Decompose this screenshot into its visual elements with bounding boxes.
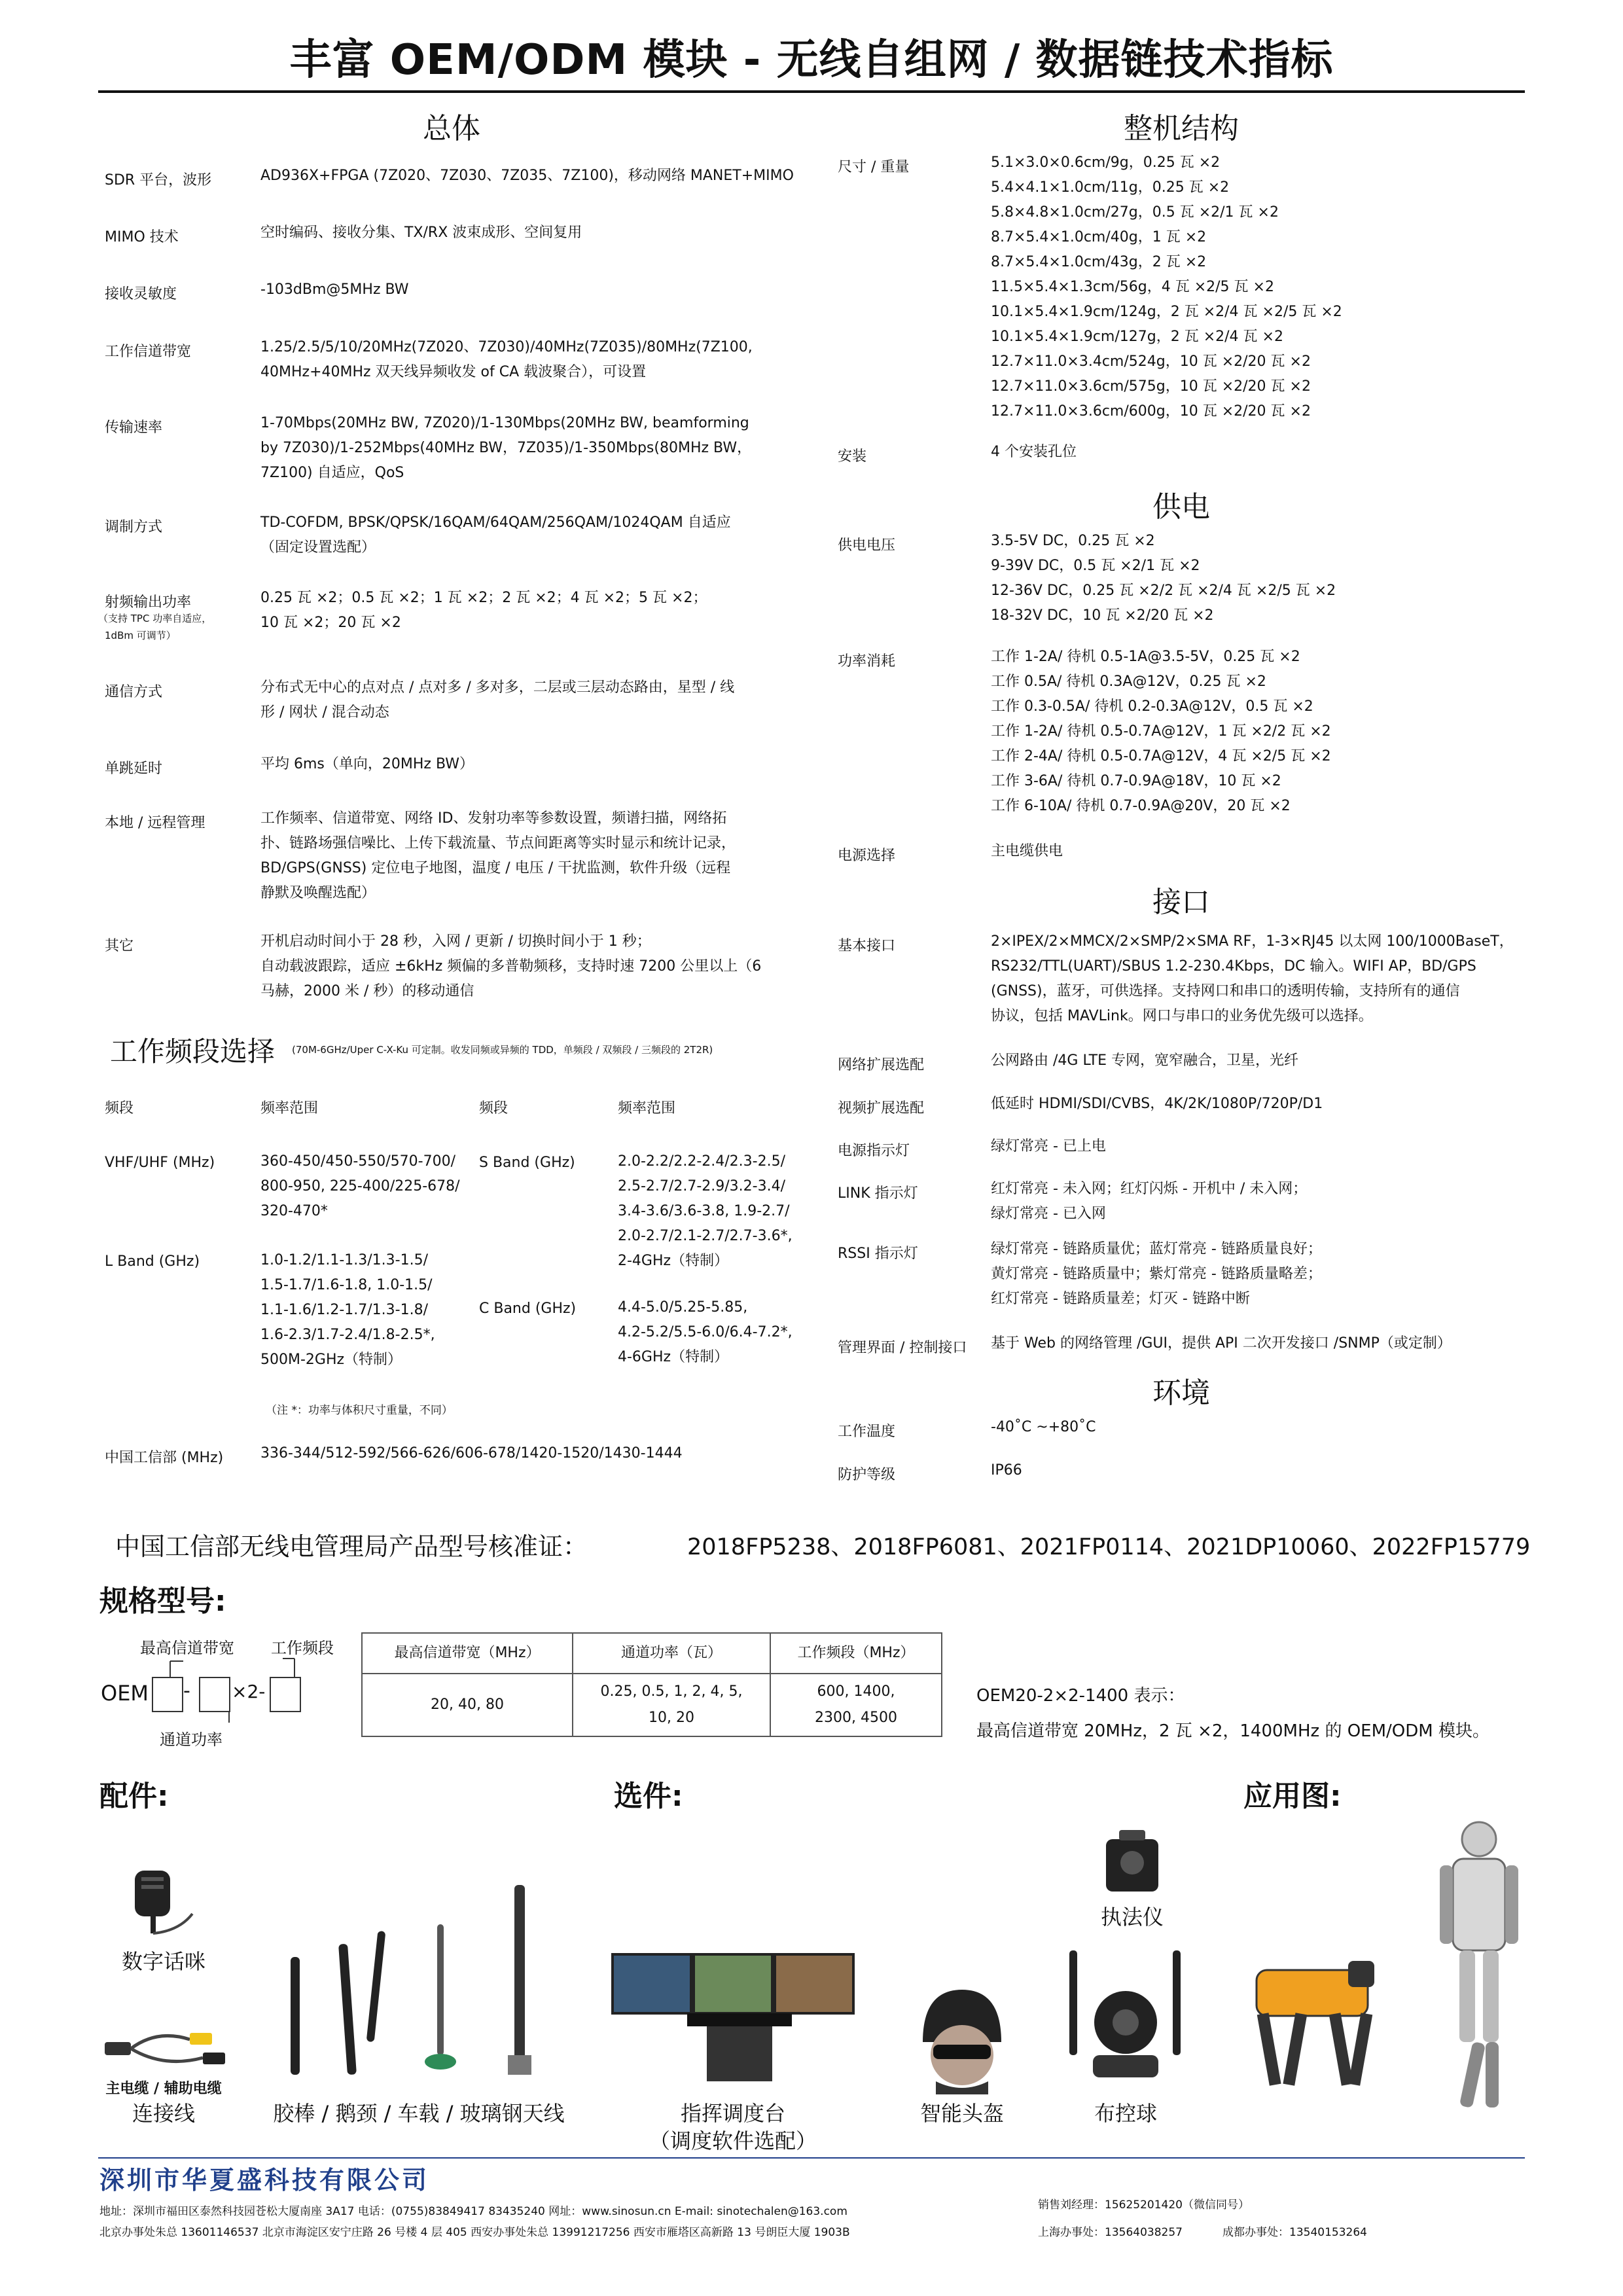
range-col-header: 频率范围: [618, 1100, 676, 1117]
bodycam-icon: [1099, 1826, 1165, 1898]
diagram-power-label: 通道功率: [160, 1731, 223, 1749]
cable-small-caption: 主电缆 / 辅助电缆: [105, 2081, 222, 2097]
size-line: 12.7×11.0×3.6cm/575g，10 瓦 ×2/20 瓦 ×2: [991, 378, 1311, 395]
band-range: 2-4GHz（特制）: [618, 1253, 729, 1269]
table-cell-line: 600, 1400,: [817, 1683, 895, 1700]
diagram-power-box: [199, 1677, 230, 1712]
size-line: 12.7×11.0×3.4cm/524g，10 瓦 ×2/20 瓦 ×2: [991, 353, 1311, 370]
band-range: 320-470*: [260, 1203, 328, 1219]
spec-value: 40MHz+40MHz 双天线异频收发 of CA 载波聚合），可设置: [260, 364, 647, 380]
interface-label: 管理界面 / 控制接口: [838, 1340, 967, 1356]
spec-label: 工作信道带宽: [105, 344, 192, 360]
table-cell: 20, 40, 80: [362, 1674, 573, 1736]
interface-line: 绿灯常亮 - 链路质量优；蓝灯常亮 - 链路质量良好；: [991, 1241, 1322, 1257]
bodycam-caption: 执法仪: [1100, 1905, 1164, 1929]
console-caption-2: （调度软件选配）: [649, 2128, 817, 2153]
console-icon: [609, 1950, 857, 2088]
diagram-oem: OEM: [101, 1681, 149, 1706]
microphone-icon: [124, 1865, 203, 1937]
diagram-bw-box: [152, 1677, 183, 1712]
spec-value: -103dBm@5MHz BW: [260, 281, 409, 298]
spec-note: （支持 TPC 功率自适应，: [98, 613, 212, 624]
cable-caption: 连接线: [132, 2101, 195, 2126]
interface-heading: 接口: [1152, 886, 1210, 919]
interface-line: 黄灯常亮 - 链路质量中；紫灯常亮 - 链路质量略差；: [991, 1266, 1322, 1282]
bands-note: (70M-6GHz/Uper C-X-Ku 可定制。收发同频或异频的 TDD，单频段 / 双频段 / 三频段的 2T2R): [292, 1044, 713, 1056]
mount-label: 安装: [838, 448, 867, 465]
band-range: 2.0-2.7/2.1-2.7/2.7-3.6*,: [618, 1228, 793, 1244]
model-table: [361, 1632, 942, 1737]
spec-value: 空时编码、接收分集、TX/RX 波束成形、空间复用: [260, 224, 582, 241]
bands-heading: 工作频段选择: [110, 1035, 276, 1067]
voltage-line: 12-36V DC，0.25 瓦 ×2/2 瓦 ×2/4 瓦 ×2/5 瓦 ×2: [991, 583, 1336, 599]
helmet-icon: [910, 1983, 1014, 2094]
dome-caption: 布控球: [1094, 2101, 1157, 2126]
consumption-label: 功率消耗: [838, 653, 896, 670]
footer-shanghai: 上海办事处：13564038257: [1038, 2226, 1183, 2239]
spec-value: 0.25 瓦 ×2；0.5 瓦 ×2；1 瓦 ×2；2 瓦 ×2；4 瓦 ×2；5 瓦 ×2；: [260, 590, 707, 606]
band-col-header: 频段: [479, 1100, 508, 1117]
spec-label: 传输速率: [105, 420, 163, 436]
band-range: 1.0-1.2/1.1-1.3/1.3-1.5/: [260, 1252, 428, 1268]
table-cell-line: 10, 20: [649, 1710, 694, 1726]
voltage-line: 18-32V DC，10 瓦 ×2/20 瓦 ×2: [991, 607, 1214, 624]
band-label-l: L Band (GHz): [105, 1253, 200, 1270]
consumption-line: 工作 1-2A/ 待机 0.5-0.7A@12V，1 瓦 ×2/2 瓦 ×2: [991, 723, 1331, 740]
ip-label: 防护等级: [838, 1467, 896, 1483]
spec-label: 通信方式: [105, 684, 163, 700]
consumption-line: 工作 0.5A/ 待机 0.3A@12V，0.25 瓦 ×2: [991, 673, 1266, 690]
spec-label: SDR 平台，波形: [105, 172, 212, 188]
size-line: 10.1×5.4×1.9cm/124g，2 瓦 ×2/4 瓦 ×2/5 瓦 ×2: [991, 304, 1342, 320]
spec-value: TD-COFDM, BPSK/QPSK/16QAM/64QAM/256QAM/1024QAM 自适应: [260, 514, 731, 531]
consumption-line: 工作 1-2A/ 待机 0.5-1A@3.5-5V，0.25 瓦 ×2: [991, 649, 1300, 665]
mic-caption: 数字话咪: [121, 1949, 205, 1974]
model-heading: 规格型号:: [99, 1585, 226, 1618]
spec-value: （固定设置选配）: [260, 539, 376, 556]
company-name: 深圳市华夏盛科技有限公司: [99, 2166, 430, 2195]
voltage-line: 3.5-5V DC，0.25 瓦 ×2: [991, 533, 1155, 549]
spec-value: 自动载波跟踪，适应 ±6kHz 频偏的多普勒频移，支持时速 7200 公里以上（6: [260, 958, 762, 975]
interface-line: 绿灯常亮 - 已上电: [991, 1138, 1106, 1155]
power-heading: 供电: [1152, 490, 1210, 524]
band-label-vhf: VHF/UHF (MHz): [105, 1155, 215, 1171]
interface-line: 公网路由 /4G LTE 专网，宽窄融合，卫星，光纤: [991, 1052, 1299, 1069]
options-heading: 选件:: [614, 1780, 683, 1813]
interface-label: LINK 指示灯: [838, 1185, 918, 1202]
spec-value: 1-70Mbps(20MHz BW, 7Z020)/1-130Mbps(20MHz BW, beamforming: [260, 415, 749, 431]
spec-value: 工作频率、信道带宽、网络 ID、发射功率等参数设置，频谱扫描，网络拓: [260, 810, 727, 827]
table-header: 工作频段（MHz）: [770, 1633, 942, 1674]
band-range: 4-6GHz（特制）: [618, 1349, 729, 1365]
band-range: 3.4-3.6/3.6-3.8, 1.9-2.7/: [618, 1203, 790, 1219]
title-divider: [98, 90, 1525, 93]
mount-value: 4 个安装孔位: [991, 444, 1077, 460]
footer-sales: 销售刘经理：15625201420（微信同号）: [1038, 2198, 1249, 2212]
size-label: 尺寸 / 重量: [838, 159, 910, 175]
consumption-line: 工作 6-10A/ 待机 0.7-0.9A@20V，20 瓦 ×2: [991, 798, 1291, 814]
spec-value: 形 / 网状 / 混合动态: [260, 704, 389, 721]
voltage-line: 9-39V DC，0.5 瓦 ×2/1 瓦 ×2: [991, 558, 1200, 574]
spec-value: 1.25/2.5/5/10/20MHz(7Z020、7Z030)/40MHz(7Z035)/80MHz(7Z100,: [260, 339, 753, 355]
ip-value: IP66: [991, 1462, 1022, 1479]
overall-heading: 总体: [423, 112, 480, 145]
structure-heading: 整机结构: [1124, 112, 1239, 145]
band-label-c: C Band (GHz): [479, 1300, 577, 1317]
band-range: 2.5-2.7/2.7-2.9/3.2-3.4/: [618, 1178, 785, 1194]
footer-address: 地址：深圳市福田区泰然科技园苍松大厦南座 3A17 电话：(0755)83849417 83435240 网址：www.sinosun.cn E-mail: sinotechalen@163.com: [99, 2205, 847, 2218]
interface-label: RSSI 指示灯: [838, 1246, 918, 1262]
interface-line: (GNSS)，蓝牙，可供选择。支持网口和串口的透明传输，支持所有的通信: [991, 983, 1460, 999]
table-header: 最高信道带宽（MHz）: [362, 1633, 573, 1674]
interface-label: 视频扩展选配: [838, 1100, 925, 1117]
apps-heading: 应用图:: [1243, 1780, 1342, 1813]
footer-divider: [98, 2157, 1525, 2159]
diagram-band-label: 工作频段: [271, 1639, 334, 1657]
voltage-label: 供电电压: [838, 537, 896, 554]
band-range: 1.5-1.7/1.6-1.8, 1.0-1.5/: [260, 1277, 433, 1293]
spec-value: 扑、链路场强信噪比、上传下载流量、节点间距离等实时显示和统计记录，: [260, 835, 736, 852]
interface-line: 协议，包括 MAVLink。网口与串口的业务优先级可以选择。: [991, 1008, 1373, 1024]
spec-value: 开机启动时间小于 28 秒，入网 / 更新 / 切换时间小于 1 秒；: [260, 933, 651, 950]
size-line: 5.8×4.8×1.0cm/27g，0.5 瓦 ×2/1 瓦 ×2: [991, 204, 1279, 221]
band-range: 800-950, 225-400/225-678/: [260, 1178, 460, 1194]
consumption-line: 工作 2-4A/ 待机 0.5-0.7A@12V，4 瓦 ×2/5 瓦 ×2: [991, 748, 1331, 764]
interface-label: 网络扩展选配: [838, 1057, 925, 1073]
diagram-dash: -: [183, 1679, 190, 1702]
table-cell: [573, 1674, 770, 1736]
miit-value: 336-344/512-592/566-626/606-678/1420-1520/1430-1444: [260, 1445, 683, 1462]
approval-value: 2018FP5238、2018FP6081、2021FP0114、2021DP10060、2022FP15779: [687, 1534, 1531, 1560]
spec-value: 分布式无中心的点对点 / 点对多 / 多对多，二层或三层动态路由，星型 / 线: [260, 679, 735, 696]
size-line: 12.7×11.0×3.6cm/600g，10 瓦 ×2/20 瓦 ×2: [991, 403, 1311, 420]
band-range: 500M-2GHz（特制）: [260, 1352, 402, 1368]
approval-label: 中国工信部无线电管理局产品型号核准证：: [115, 1532, 588, 1561]
interface-label: 电源指示灯: [838, 1143, 910, 1159]
size-line: 5.1×3.0×0.6cm/9g，0.25 瓦 ×2: [991, 154, 1221, 171]
footer-offices: 北京办事处朱总 13601146537 北京市海淀区安宁庄路 26 号楼 4 层 405 西安办事处朱总 13991217256 西安市雁塔区高新路 13 号朗臣大厦 1903B: [99, 2226, 850, 2239]
table-row: [362, 1633, 942, 1674]
interface-line: 绿灯常亮 - 已入网: [991, 1206, 1106, 1222]
size-line: 11.5×5.4×1.3cm/56g，4 瓦 ×2/5 瓦 ×2: [991, 279, 1274, 295]
spec-value: 10 瓦 ×2；20 瓦 ×2: [260, 615, 401, 631]
antenna-icon: [275, 1878, 589, 2088]
band-col-header: 频段: [105, 1100, 134, 1117]
diagram-band-box: [270, 1677, 301, 1712]
range-col-header: 频率范围: [260, 1100, 319, 1117]
interface-line: 红灯常亮 - 未入网；红灯闪烁 - 开机中 / 未入网；: [991, 1181, 1308, 1197]
spec-value: 平均 6ms（单向，20MHz BW）: [260, 756, 474, 772]
page-title: 丰富 OEM/ODM 模块 - 无线自组网 / 数据链技术指标: [289, 36, 1334, 84]
cable-icon: [98, 2022, 236, 2075]
band-range: 2.0-2.2/2.2-2.4/2.3-2.5/: [618, 1153, 785, 1170]
temp-label: 工作温度: [838, 1424, 896, 1440]
band-range: 4.2-5.2/5.5-6.0/6.4-7.2*,: [618, 1324, 793, 1340]
model-example-1: OEM20-2×2-1400 表示：: [976, 1686, 1185, 1706]
spec-value: 7Z100) 自适应，QoS: [260, 465, 404, 481]
antenna-caption: 胶棒 / 鹅颈 / 车载 / 玻璃钢天线: [273, 2101, 565, 2126]
table-cell: [770, 1674, 942, 1736]
interface-line: 红灯常亮 - 链路质量差；灯灭 - 链路中断: [991, 1291, 1250, 1307]
dome-camera-icon: [1060, 1950, 1191, 2088]
source-value: 主电缆供电: [991, 843, 1063, 859]
diagram-bw-label: 最高信道带宽: [140, 1639, 234, 1657]
band-range: 4.4-5.0/5.25-5.85,: [618, 1299, 748, 1316]
table-cell-line: 0.25, 0.5, 1, 2, 4, 5,: [600, 1683, 743, 1700]
console-caption: 指挥调度台: [680, 2101, 785, 2126]
consumption-line: 工作 0.3-0.5A/ 待机 0.2-0.3A@12V，0.5 瓦 ×2: [991, 698, 1313, 715]
band-range: 1.6-2.3/1.7-2.4/1.8-2.5*,: [260, 1327, 435, 1343]
spec-label: 射频输出功率: [105, 594, 192, 611]
spec-label: 其它: [105, 938, 134, 954]
interface-label: 基本接口: [838, 938, 896, 954]
spec-label: MIMO 技术: [105, 229, 179, 245]
spec-value: 马赫，2000 米 / 秒）的移动通信: [260, 983, 474, 999]
source-label: 电源选择: [838, 848, 896, 864]
size-line: 8.7×5.4×1.0cm/40g，1 瓦 ×2: [991, 229, 1207, 245]
helmet-caption: 智能头盔: [919, 2101, 1004, 2126]
spec-value: BD/GPS(GNSS) 定位电子地图，温度 / 电压 / 干扰监测，软件升级（远程: [260, 860, 731, 876]
spec-label: 本地 / 远程管理: [105, 815, 205, 831]
size-line: 8.7×5.4×1.0cm/43g，2 瓦 ×2: [991, 254, 1207, 270]
footer-chengdu: 成都办事处：13540153264: [1222, 2226, 1367, 2239]
diagram-x2: ×2-: [232, 1681, 266, 1702]
environment-heading: 环境: [1152, 1376, 1210, 1410]
miit-label: 中国工信部 (MHz): [105, 1450, 224, 1466]
spec-value: AD936X+FPGA (7Z020、7Z030、7Z035、7Z100)，移动网络 MANET+MIMO: [260, 168, 794, 184]
spec-label: 单跳延时: [105, 761, 163, 777]
temp-value: -40˚C ~+80˚C: [991, 1419, 1096, 1435]
band-range: 1.1-1.6/1.2-1.7/1.3-1.8/: [260, 1302, 428, 1318]
size-line: 5.4×4.1×1.0cm/11g，0.25 瓦 ×2: [991, 179, 1230, 196]
bands-footnote: （注 *：功率与体积尺寸重量，不同）: [266, 1404, 453, 1417]
spec-note: 1dBm 可调节）: [105, 630, 176, 641]
accessories-heading: 配件:: [99, 1780, 169, 1813]
spec-label: 调制方式: [105, 519, 163, 535]
spec-value: 静默及唤醒选配）: [260, 885, 376, 901]
interface-line: 基于 Web 的网络管理 /GUI，提供 API 二次开发接口 /SNMP（或定制）: [991, 1335, 1452, 1352]
band-range: 360-450/450-550/570-700/: [260, 1153, 455, 1170]
spec-label: 接收灵敏度: [105, 286, 177, 302]
table-cell-line: 2300, 4500: [815, 1710, 897, 1726]
table-header: 通道功率（瓦）: [573, 1633, 770, 1674]
interface-line: 低延时 HDMI/SDI/CVBS，4K/2K/1080P/720P/D1: [991, 1096, 1323, 1112]
interface-line: RS232/TTL(UART)/SBUS 1.2-230.4Kbps，DC 输入。WIFI AP，BD/GPS: [991, 958, 1476, 975]
size-line: 10.1×5.4×1.9cm/127g，2 瓦 ×2/4 瓦 ×2: [991, 329, 1283, 345]
interface-line: 2×IPEX/2×MMCX/2×SMP/2×SMA RF，1-3×RJ45 以太网 100/1000BaseT，: [991, 933, 1514, 950]
band-label-s: S Band (GHz): [479, 1155, 575, 1171]
spec-value: by 7Z030)/1-252Mbps(40MHz BW，7Z035)/1-350Mbps(80MHz BW，: [260, 440, 752, 456]
robot-app-icon: [1243, 1820, 1551, 2121]
model-example-2: 最高信道带宽 20MHz，2 瓦 ×2，1400MHz 的 OEM/ODM 模块。: [976, 1721, 1489, 1741]
table-row: [362, 1674, 942, 1736]
consumption-line: 工作 3-6A/ 待机 0.7-0.9A@18V，10 瓦 ×2: [991, 773, 1281, 789]
